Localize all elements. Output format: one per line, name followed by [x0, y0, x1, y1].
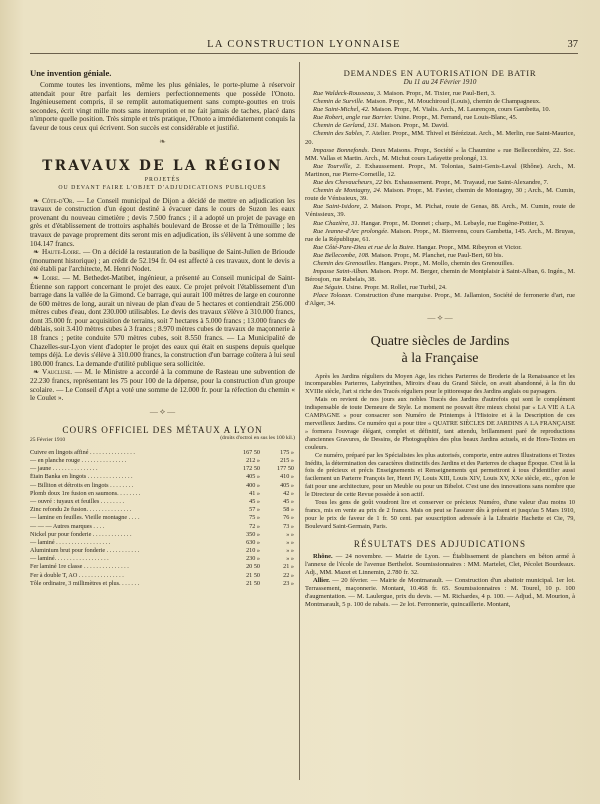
- ornament-separator: ❧: [159, 136, 166, 146]
- region-entry: [30, 248, 295, 274]
- permit-street: Rue Saint-Isidore, 2.: [313, 203, 369, 211]
- region-works-subtitle-2: OU DEVANT FAIRE L'OBJET D'ADJUDICATIONS PUBLIQUES: [58, 184, 267, 191]
- metal-price-row: [30, 490, 295, 498]
- metal-name: — jaune . . . . . . . . . . . . . . .: [30, 465, 98, 473]
- permit-entry: [305, 130, 575, 146]
- permit-text: Hangar. Propr., MM. Ribeyron et Victor.: [416, 243, 522, 251]
- permit-street: Impasse Bonnefonds.: [313, 146, 370, 154]
- metal-price-max: 42 »: [283, 489, 294, 497]
- column-divider: [299, 62, 300, 780]
- metal-name: — lamine en feuilles. Vieille montagne . . . .: [30, 514, 140, 522]
- permits-subtitle: Du 11 au 24 Février 1910: [403, 78, 477, 86]
- page-number: 37: [567, 39, 578, 50]
- metal-name: — laminé . . . . . . . . . . . . . . . . . .: [30, 538, 111, 546]
- metal-name: Tôle ordinaire, 3 millimètres et plus. . . . . . .: [30, 579, 140, 587]
- metal-price-max: » »: [286, 555, 294, 563]
- metal-price-max: » »: [286, 538, 294, 546]
- metal-name: Zinc refondu 2e fusion. . . . . . . . . . . . . . .: [30, 506, 132, 514]
- permit-text: Hangars. Propr., M. Mollo, chemin des Grenouilles.: [378, 259, 514, 267]
- metal-price-max: 22 »: [283, 571, 294, 579]
- region-entry: [30, 197, 295, 249]
- metal-price-max: 45 »: [283, 497, 294, 505]
- permit-street: Chemin des Grenouilles.: [313, 259, 378, 267]
- metal-prices-date: 25 Février 1910: [30, 436, 66, 443]
- result-text: — 20 février. — Mairie de Montmarault. — Construction d'un abattoir municipal. 1er lot. Terrassement, maçonnerie. Montant, 10.468 fr. 65. Soumissionnaires : M. Tourel, 10 p. 100 d'augmentation. — M. Laulergue, prix du devis. — M. Richardes, 4 p. 100. — Adjud., M. Mourion, à Montmarault, 5 p. 100 de rabais. — 2e lot. Ferronnerie, quincaillerie. Montant,: [305, 576, 575, 609]
- permit-text: Maison. Propr., M. Bienvenu, cours Gambetta, 145. Arch., M. Bruyas, rue de la République, 61.: [305, 227, 575, 243]
- permit-street: Impasse Saint-Alban.: [313, 268, 369, 276]
- region-works-subtitle: PROJETÉS: [144, 176, 181, 183]
- metal-price-max: 58 »: [283, 506, 294, 514]
- metal-price-max: 76 »: [283, 514, 294, 522]
- metal-price-min: 41 »: [249, 489, 260, 497]
- region-text: — Le Conseil municipal de Dijon a décidé de mettre en adjudication les travaux de construction d'un égout destiné à évacuer dans le cours de Suzon les eaux provenant du nouveau cimetière ; devis 7.500 francs ; il a adopté un projet de pavage en grès et d'établissement de trottoirs asphaltés boulevard de Brosse et de la Trémouille ; les travaux de pavage proprement dits seront mis en adjudication, ils s'élèvent à une somme de 104.147 francs.: [30, 196, 295, 248]
- metal-price-min: 230 »: [246, 555, 260, 563]
- metal-name: Plomb doux 1re fusion en saumons. . . . . . . .: [30, 489, 141, 497]
- permit-street: Rue Jeanne-d'Arc prolongée.: [313, 227, 389, 235]
- permit-entry: [305, 203, 575, 219]
- metal-name: — Billiton et détroits en lingots . . . . . . . .: [30, 481, 134, 489]
- permit-text: Maison. Propr., M. Tixier, rue Paul-Bert, 3.: [383, 90, 496, 97]
- permit-entry: [305, 252, 575, 260]
- metal-price-min: 167 50: [242, 448, 260, 456]
- leaf-ornament-icon: ❧: [33, 248, 39, 257]
- metal-price-min: 21 50: [246, 579, 260, 587]
- ornament-separator: — ⟡ —: [149, 406, 176, 416]
- results-title: RÉSULTATS DES ADJUDICATIONS: [353, 538, 527, 549]
- metal-price-row: [30, 457, 295, 465]
- permit-text: Maison. Propr., M. Pichat, route de Genas, 88. Arch., M. Cumin, route de Vénissieux, 39.: [305, 203, 575, 219]
- metal-price-min: 72 »: [249, 522, 260, 530]
- permit-text: Exhaussement. Propr., M. Tolonias, Saint-Genis-Laval (Rhône). Arch., M. Martinon, rue Pierre-Corneille, 12.: [305, 162, 575, 178]
- metal-name: Étain Banka en lingots . . . . . . . . . . . . . . .: [30, 473, 133, 481]
- metal-name: Nickel pur pour fonderie . . . . . . . . . . . . .: [30, 530, 132, 538]
- jardins-title: [305, 333, 575, 367]
- permit-street: Place Tolozan.: [313, 292, 353, 300]
- permit-text: Construction d'une marquise. Propr., M. Jallamion, Société de ferronerie d'art, rue d'Alger, 34.: [305, 292, 575, 308]
- metal-price-max: 177 50: [276, 465, 294, 473]
- metal-price-min: 45 »: [249, 497, 260, 505]
- permit-text: Maison. Propr., M. Mouchiroud (Louis), chemin de Champagneux.: [366, 98, 541, 106]
- permit-street: Chemin de Surville.: [313, 98, 365, 106]
- metal-price-min: 172 50: [242, 465, 260, 473]
- permit-street: Rue Bellecombe, 108.: [313, 251, 370, 259]
- permit-street: Rue des Chevaucheurs, 22 bis.: [313, 179, 393, 187]
- metal-name: — laminé. . . . . . . . . . . . . . . . . .: [30, 555, 109, 563]
- region-name: Haute-Loire.: [42, 248, 81, 257]
- permit-street: Rue Séguin.: [313, 284, 345, 292]
- permit-street: Chemin des Sables, 7.: [313, 130, 371, 138]
- permit-text: Usine. Propr., M. Ferrand, rue Louis-Blanc, 45.: [394, 114, 518, 122]
- metal-price-row: [30, 531, 295, 539]
- metal-price-max: 405 »: [280, 481, 294, 489]
- metal-price-max: 23 »: [283, 579, 294, 587]
- result-entry: [305, 577, 575, 609]
- permit-street: Rue Robert, angle rue Barrier.: [313, 114, 393, 122]
- metal-prices-unit: (droits d'octroi en sus les 100 kil.): [220, 434, 295, 441]
- metal-price-max: » »: [286, 547, 294, 555]
- metal-price-row: [30, 482, 295, 490]
- metal-price-max: 410 »: [280, 473, 294, 481]
- leaf-ornament-icon: ❧: [33, 368, 39, 377]
- metal-name: Fer laminé 1re classe . . . . . . . . . . . . . . .: [30, 563, 129, 571]
- region-entry: [30, 274, 295, 369]
- publication-title: LA CONSTRUCTION LYONNAISE: [207, 39, 401, 50]
- metal-price-row: [30, 514, 295, 522]
- permit-entry: [305, 122, 575, 130]
- permit-street: Rue Saint-Michel, 42.: [313, 106, 370, 114]
- metal-price-row: [30, 563, 295, 571]
- jardins-paragraph: Tous les gens de goût voudront lire et conserver ce précieux Numéro, d'une valeur d'au moins 10 francs, mis en vente au prix de 2 francs. Mais on peut se l'assurer dès à présent et jusqu'au 5 Mars 1910, pour le prix de faveur de 1 fr. 50 cent. par souscription adressée à la Librairie Hachette et Cie, 79, Boulevard Saint-Germain, Paris.: [305, 499, 575, 530]
- region-text: — M. le Ministre a accordé à la commune de Rasteau une subvention de 22.230 francs, représentant les 75 pour 100 de la dépense, pour la construction d'un groupe scolaire. — Le Conseil d'Apt a voté une somme de 12.000 fr. pour la réfection du chemin « le Coulet ».: [30, 368, 295, 403]
- region-name: Loire.: [42, 273, 60, 282]
- metal-price-row: [30, 523, 295, 531]
- metal-name: Aluminium brut pour fonderie . . . . . . . . . . .: [30, 547, 140, 555]
- permit-street: Chemin de Gerland, 131.: [313, 122, 379, 130]
- permit-text: Hangar. Propr., M. Donnet ; charp., M. Lebayle, rue Eugène-Pottier, 3.: [360, 219, 545, 227]
- metal-name: Fer à double T, AO . . . . . . . . . . . . . . .: [30, 571, 124, 579]
- permit-street: Rue Côté-Pare-Dieu et rue de la Buire.: [313, 243, 415, 251]
- permit-entry: [305, 228, 575, 244]
- metal-price-min: 405 »: [246, 473, 260, 481]
- metal-price-row: [30, 498, 295, 506]
- metal-price-min: 210 »: [246, 547, 260, 555]
- region-text: — On a décidé la restauration de la basilique de Saint-Julien de Brioude (monument historique) ; an crédit de 52.194 fr. 04 est affecté à ces travaux, dont le devis a été établi par l'architecte, M. Henri Nodet.: [30, 248, 295, 274]
- metal-price-max: 215 »: [280, 457, 294, 464]
- result-location: Allier.: [313, 576, 330, 584]
- metal-name: Cuivre en lingots affiné . . . . . . . . . . . . . . .: [30, 448, 135, 456]
- metal-price-max: 21 »: [283, 563, 294, 571]
- permit-entry: [305, 98, 575, 106]
- metal-name: — en planche rouge . . . . . . . . . . . . . . .: [30, 457, 127, 464]
- metal-price-row: [30, 539, 295, 547]
- permit-text: Deux Maisons. Propr., Société « la Chaumine » rue Bellecordière, 22. Soc. MM. Vallas et Martin. Arch., M. Michut cours Lafayette prolongé, 13.: [305, 146, 575, 162]
- metal-prices-title: COURS OFFICIEL DES MÉTAUX A LYON: [62, 424, 263, 435]
- metal-price-row: [30, 506, 295, 514]
- invention-heading: Une invention géniale.: [30, 68, 112, 78]
- metal-prices-header: [30, 435, 295, 449]
- permit-street: Rue Tourville, 2.: [313, 162, 361, 170]
- jardins-title-line-2: à la Française: [401, 350, 479, 366]
- invention-text: Comme toutes les inventions, même les plus géniales, le porte-plume à réservoir attendait pour être parfait les derniers perfectionnements que possède l'Onoto. Ingénieusement compris, il se remplit automatiquement sans compte-gouttes en trois secondes, écrit vingt mille mots sans interruption et ne fait jamais de taches, placé dans n'importe quelle position. Très simple et très pratique, l'Onoto a immédiatement conquis la faveur de tous ceux qui écrivent. Son succès est considérable et justifié.: [30, 80, 295, 132]
- metal-price-min: 350 »: [246, 530, 260, 538]
- metal-price-min: 212 »: [246, 457, 260, 464]
- permit-entry: [305, 268, 575, 284]
- region-name: Vaucluse.: [42, 368, 73, 377]
- permit-entry: [305, 163, 575, 179]
- permit-text: Maison. Propr., M. Vialis. Arch., M. Laurençon, cours Gambetta, 10.: [371, 106, 551, 114]
- leaf-ornament-icon: ❧: [33, 273, 39, 282]
- region-name: Côte-d'Or.: [42, 196, 75, 205]
- metal-price-row: [30, 572, 295, 580]
- permit-entry: [305, 292, 575, 308]
- permit-entry: [305, 106, 575, 114]
- permit-entry: [305, 90, 575, 98]
- page-header: [30, 38, 578, 54]
- metal-price-min: 20 50: [246, 563, 260, 571]
- region-text: — M. Bethedet-Matibet, ingénieur, a présenté au Conseil municipal de Saint-Étienne son rapport concernant le projet des eaux. Ce projet prévoit l'établissement d'un barrage dans la vallée de la Gimond. Ce barrage, qui aurait 100 mètres de large en couronne de 600 mètres de long, aurait un niveau de plan d'eau de 5 hectares et contiendrait 256.000 mètres cubes d'eau, dont 230.000 utilisables. Le devis des travaux s'élève à 310.000 francs, dont 35.000 fr. pour acquisition de terrains, soit 7 hectares à 5.000 francs ; 13.000 francs de déblais, soit 3.410 mètres cubes à 3 francs ; 8.970 mètres cubes de travaux de maçonnerie à 18 francs ; petite conduite 570 mètres cubes, soit 8.550 francs. — La Municipalité de Chazelles-sur-Lyon vient d'adopter le projet des eaux qui était en suspens depuis quelque temps déjà. Le devis s'élève à 310.000 francs, la construction d'un barrage coûtera à lui seul 180.000 francs. La demande d'utilité publique sera sollicitée.: [30, 273, 295, 368]
- metal-price-max: » »: [286, 530, 294, 538]
- permit-text: Exhaussement. Propr., M. Trayaud, rue Saint-Alexandre, 7.: [394, 179, 549, 187]
- metal-price-min: 21 50: [246, 571, 260, 579]
- permit-text: Maison. Propr., M. Favier, chemin de Montagny, 30 ; Arch., M. Cumin, route de Vénissieux, 39.: [305, 187, 575, 203]
- metal-price-row: [30, 555, 295, 563]
- permit-street: Rue Waldeck-Rousseau, 3.: [313, 90, 382, 97]
- metal-prices-table: [30, 449, 295, 588]
- permit-entry: [305, 179, 575, 187]
- jardins-title-line-1: Quatre siècles de Jardins: [370, 333, 510, 349]
- metal-price-max: 175 »: [280, 448, 294, 456]
- metal-name: — ouvré : tuyaux et feuilles . . . . . . . .: [30, 497, 124, 505]
- metal-price-row: [30, 547, 295, 555]
- permit-text: Maison. Propr., M. David.: [380, 122, 449, 130]
- permit-entry: [305, 244, 575, 252]
- ornament-separator: — ⟡ —: [427, 312, 453, 322]
- metal-price-max: 73 »: [283, 522, 294, 530]
- metal-price-row: [30, 449, 295, 457]
- permit-text: Maison. Propr. M. Berger, chemin de Montplaisir à Saint-Alban, 6. Ingén., M. Béroujon, rue Rabelais, 38.: [305, 268, 575, 284]
- region-works-title: TRAVAUX DE LA RÉGION: [42, 157, 283, 174]
- permit-text: Maison. Propr., M. Planchet, rue Paul-Bert, 60 bis.: [371, 251, 504, 259]
- permit-street: Chemin de Montagny, 24.: [313, 187, 382, 195]
- region-entry: [30, 368, 295, 402]
- permit-entry: [305, 147, 575, 163]
- jardins-paragraph: Ce numéro, préparé par les Spécialistes les plus autorisés, comporte, entre autres Illustrations et Textes Inédits, la détermination des caractères distinctifs des Jardins et des Parterres de chaque Époque. C'est là la fois de précieux et précis Enseignements et Renseignements qui permettront à tous d'identifier aussi facilement un Parterre François Ier, Henri IV, Louis XIII, Louis XIV, Louis XV, XXe siècle, etc., qu'on le fait pour une architecture, pour un Meuble ou pour un Bibelot. C'est une des innovations sans nombre que le Directeur de cette Revue possède à son actif.: [305, 451, 575, 499]
- metal-price-min: 400 »: [246, 481, 260, 489]
- permit-text: Usine. Propr. M. Rollet, rue Turbil, 24.: [345, 284, 447, 292]
- jardins-paragraph: Mais on revient de nos jours aux nobles Tracés des Jardins d'autrefois qui sont le complément indispensable de toute Demeure de Style. Le moment ne pouvait être mieux choisi par « LA VIE A LA CAMPAGNE » pour consacrer son Numéro de Printemps à l'Histoire et à la Description de ces merveilleux Jardins. Ce numéro qui a pour titre « QUATRE SIÈCLES DE JARDINS A LA FRANÇAISE » formera l'ouvrage élégant, complet et définitif, tant attendu, brillamment paré de reproductions d'anciennes Gravures, de Dessins, de Photographies des plus beaux Jardins actuels, et de Hors-Textes en couleurs.: [305, 396, 575, 451]
- permits-title: DEMANDES EN AUTORISATION DE BATIR: [343, 68, 537, 78]
- metal-price-min: 75 »: [249, 514, 260, 522]
- permit-text: Atelier. Propr., MM. Thivel et Bérézizat. Arch., M. Merlin, rue Saint-Maurice, 20.: [305, 130, 575, 146]
- leaf-ornament-icon: ❧: [33, 196, 39, 205]
- metal-price-min: 57 »: [249, 506, 260, 514]
- metal-name: — — — Autres marques . . . .: [30, 522, 105, 530]
- result-text: — 24 novembre. — Mairie de Lyon. — Établissement de planchers en béton armé à l'annexe de l'école de l'avenue Berthelot. Soumissionnaires : MM. Martelet, Clet, Pécolet Bourdeaux. Adj., MM. Mazet et Linnemin, 2.780 fr. 32.: [305, 552, 575, 576]
- metal-price-row: [30, 473, 295, 481]
- left-column: [30, 62, 295, 780]
- permit-entry: [305, 220, 575, 228]
- permits-list: [305, 90, 575, 309]
- metal-price-row: [30, 465, 295, 473]
- metal-price-min: 630 »: [246, 538, 260, 546]
- permit-entry: [305, 260, 575, 268]
- permit-entry: [305, 114, 575, 122]
- result-entry: [305, 553, 575, 577]
- permit-street: Rue Chazière, 31.: [313, 219, 360, 227]
- jardins-paragraph: Après les Jardins réguliers du Moyen Age, les riches Parterres de Broderie de la Renaissance et les incomparables Parterres, Labyrinthes, Miroirs d'eau du Grand Siècle, on avait abandonné, à la fin du XVIIIe siècle, l'art si riche des Tracés réguliers pour le pittoresque des Jardins anglais ou paysagers.: [305, 372, 575, 396]
- metal-price-row: [30, 580, 295, 588]
- permit-entry: [305, 284, 575, 292]
- permit-entry: [305, 187, 575, 203]
- result-location: Rhône.: [313, 552, 333, 560]
- right-column: [305, 62, 575, 780]
